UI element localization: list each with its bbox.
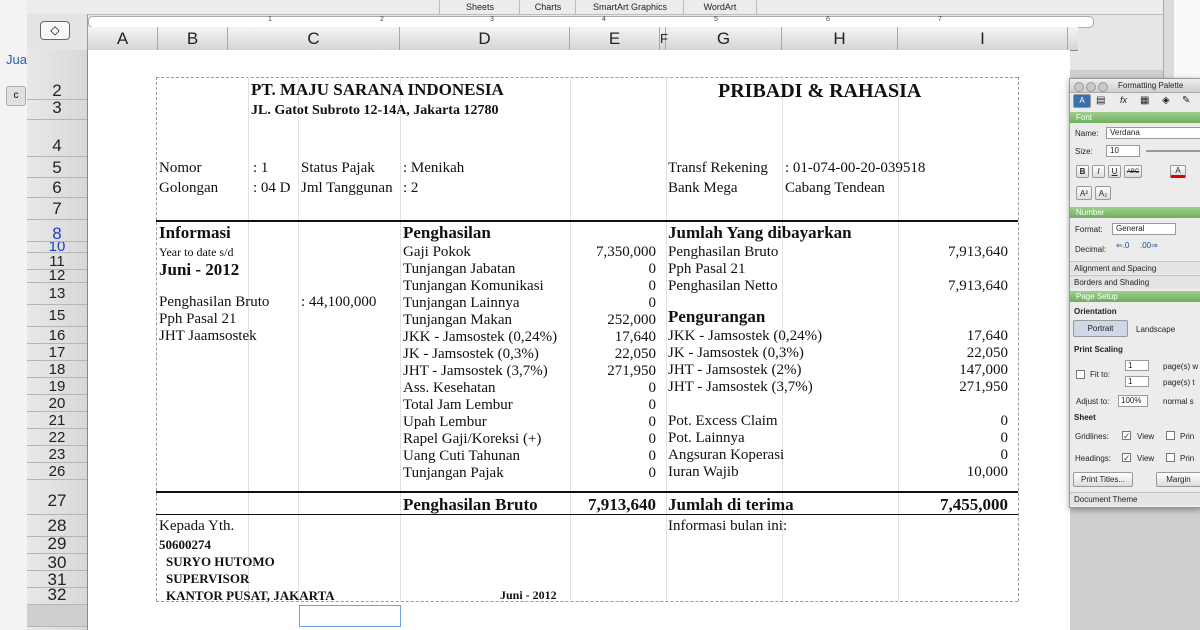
- employee-name: SURYO HUTOMO: [166, 554, 275, 569]
- status-label: Status Pajak: [301, 160, 375, 176]
- other-deduction-item-label: Angsuran Koperasi: [668, 447, 785, 463]
- other-deduction-item-label: Pot. Excess Claim: [668, 413, 778, 429]
- row-header[interactable]: 15: [27, 305, 87, 327]
- bank-value: Cabang Tendean: [785, 180, 885, 196]
- compatibility-icon[interactable]: ✎: [1182, 95, 1191, 106]
- income-item-value: 17,640: [614, 329, 656, 345]
- total-received-label: Jumlah di terima: [668, 495, 794, 514]
- formatting-palette: [1069, 78, 1200, 508]
- sheet-label: Sheet: [1074, 413, 1096, 422]
- ruler-number: 2: [380, 16, 384, 23]
- row-header[interactable]: 20: [27, 395, 87, 412]
- column-header-e[interactable]: E: [570, 27, 660, 50]
- golongan-value: : 04 D: [253, 180, 291, 196]
- other-deduction-item-value: 0: [1000, 413, 1008, 429]
- paid-item-value: 7,913,640: [948, 278, 1008, 294]
- font-size-slider[interactable]: [1146, 150, 1200, 152]
- row-header[interactable]: [27, 605, 87, 627]
- tanggungan-value: : 2: [403, 180, 419, 196]
- row-header[interactable]: 16: [27, 327, 87, 344]
- minimize-icon[interactable]: [1086, 82, 1096, 92]
- increase-decimal-icon[interactable]: ⇐.0: [1116, 241, 1130, 250]
- row-header[interactable]: 6: [27, 178, 87, 198]
- ruler-number: 7: [938, 16, 942, 23]
- other-deduction-item-value: 0: [1000, 430, 1008, 446]
- palette-titlebar[interactable]: [1070, 79, 1200, 93]
- borders-section[interactable]: Borders and Shading: [1070, 275, 1200, 288]
- employee-title: SUPERVISOR: [166, 571, 250, 586]
- document-theme-section[interactable]: Document Theme: [1070, 492, 1200, 505]
- number-section-header[interactable]: Number: [1070, 207, 1200, 218]
- income-item-label: Tunjangan Makan: [403, 312, 513, 328]
- section-divider: [156, 491, 1018, 493]
- income-item-value: 0: [648, 465, 656, 481]
- tab-wordart[interactable]: WordArt: [683, 0, 757, 14]
- row-header[interactable]: 26: [27, 463, 87, 480]
- tab-sheets[interactable]: Sheets: [439, 0, 520, 14]
- font-section-header[interactable]: Font: [1070, 112, 1200, 123]
- other-deduction-item-label: Iuran Wajib: [668, 464, 739, 480]
- other-deduction-item-value: 0: [1000, 447, 1008, 463]
- transf-value: : 01-074-00-20-039518: [785, 160, 926, 176]
- alignment-section[interactable]: Alignment and Spacing: [1070, 261, 1200, 274]
- employee-id: 50600274: [159, 537, 211, 552]
- golongan-label: Golongan: [159, 180, 219, 196]
- row-headers: [27, 50, 88, 630]
- row-header[interactable]: 12: [27, 270, 87, 283]
- scrapbook-icon[interactable]: ▦: [1140, 95, 1150, 106]
- income-item-label: Total Jam Lembur: [403, 397, 513, 413]
- margins-button[interactable]: Margin: [1156, 472, 1200, 487]
- scaling-label: Print Scaling: [1074, 345, 1123, 354]
- row-header[interactable]: 8: [27, 220, 87, 242]
- column-header-d[interactable]: D: [400, 27, 570, 50]
- income-item-label: JKK - Jamsostek (0,24%): [403, 329, 558, 345]
- font-name-label: Name:: [1075, 129, 1099, 138]
- close-icon[interactable]: [1074, 82, 1084, 92]
- headings-view-checkbox[interactable]: ✓: [1123, 453, 1131, 463]
- income-item-label: Tunjangan Komunikasi: [403, 278, 544, 294]
- row-header[interactable]: 19: [27, 378, 87, 395]
- row-header[interactable]: 18: [27, 361, 87, 378]
- income-item-value: 0: [648, 414, 656, 430]
- income-item-value: 271,950: [607, 363, 656, 379]
- select-all-corner[interactable]: [27, 14, 88, 51]
- adjust-field[interactable]: 100%: [1118, 395, 1148, 407]
- portrait-button[interactable]: Portrait: [1073, 320, 1128, 337]
- total-bruto-label: Penghasilan Bruto: [403, 495, 538, 514]
- confidential-label: PRIBADI & RAHASIA: [718, 80, 922, 102]
- paid-item-label: Penghasilan Bruto: [668, 244, 779, 260]
- income-item-label: Upah Lembur: [403, 414, 487, 430]
- total-received-value: 7,455,000: [940, 495, 1008, 514]
- jumlah-heading: Jumlah Yang dibayarkan: [668, 223, 852, 242]
- ruler-number: 6: [826, 16, 830, 23]
- deduction-heading: Pengurangan: [668, 307, 766, 326]
- info-heading: Informasi: [159, 223, 231, 242]
- row-header[interactable]: 5: [27, 157, 87, 178]
- page-setup-section-header[interactable]: Page Setup: [1070, 291, 1200, 302]
- income-item-label: Ass. Kesehatan: [403, 380, 496, 396]
- income-item-label: Tunjangan Lainnya: [403, 295, 520, 311]
- decimal-label: Decimal:: [1075, 245, 1107, 254]
- font-color-button[interactable]: A: [1170, 165, 1186, 178]
- row-header[interactable]: 11: [27, 253, 87, 270]
- info-bulan-label: Informasi bulan ini:: [668, 518, 788, 534]
- deduction-item-value: 17,640: [966, 328, 1008, 344]
- company-name: PT. MAJU SARANA INDONESIA: [251, 80, 504, 99]
- pages-wide-label: page(s) w: [1163, 362, 1199, 371]
- column-header-f[interactable]: F: [660, 27, 666, 50]
- row-header[interactable]: 32: [27, 588, 87, 605]
- row-header[interactable]: 29: [27, 537, 87, 554]
- deduction-item-label: JHT - Jamsostek (3,7%): [668, 379, 813, 395]
- gridlines-view-label: View: [1137, 432, 1155, 441]
- column-header-h[interactable]: H: [782, 27, 898, 50]
- page-border: [156, 77, 1018, 78]
- deduction-item-label: JKK - Jamsostek (0,24%): [668, 328, 823, 344]
- ruler-number: 4: [602, 16, 606, 23]
- other-deduction-item-value: 10,000: [966, 464, 1008, 480]
- bruto-label: Penghasilan Bruto: [159, 294, 270, 310]
- landscape-button[interactable]: Landscape: [1136, 325, 1176, 334]
- page-border: [156, 77, 157, 601]
- zoom-icon[interactable]: [1098, 82, 1108, 92]
- gridlines-view-checkbox[interactable]: ✓: [1123, 431, 1131, 441]
- income-item-label: Gaji Pokok: [403, 244, 471, 260]
- income-item-value: 7,350,000: [596, 244, 656, 260]
- tanggungan-label: Jml Tanggunan: [301, 180, 393, 196]
- paid-item-label: Pph Pasal 21: [668, 261, 746, 277]
- income-item-label: JHT - Jamsostek (3,7%): [403, 363, 548, 379]
- penghasilan-heading: Penghasilan: [403, 223, 491, 242]
- formatting-icon[interactable]: A: [1073, 94, 1091, 108]
- income-item-value: 22,050: [614, 346, 656, 362]
- transf-label: Transf Rekening: [668, 160, 768, 176]
- deduction-item-value: 22,050: [966, 345, 1008, 361]
- paid-item-value: 7,913,640: [948, 244, 1008, 260]
- left-window-strip: [0, 0, 28, 630]
- format-label: Format:: [1075, 225, 1103, 234]
- print-titles-button[interactable]: Print Titles...: [1073, 472, 1133, 487]
- income-item-value: 0: [648, 431, 656, 447]
- income-item-value: 0: [648, 295, 656, 311]
- worksheet-grid[interactable]: [88, 50, 1070, 630]
- strikethrough-button[interactable]: ABC: [1124, 165, 1142, 178]
- income-item-value: 0: [648, 380, 656, 396]
- subscript-button[interactable]: A₂: [1095, 186, 1111, 200]
- row-header[interactable]: 27: [27, 480, 87, 515]
- column-headers: [88, 27, 1078, 51]
- jht-label: JHT Jaamsostek: [159, 328, 257, 344]
- reference-icon[interactable]: ◈: [1162, 95, 1170, 106]
- section-divider: [156, 220, 1018, 222]
- bank-label: Bank Mega: [668, 180, 738, 196]
- row-header[interactable]: 13: [27, 283, 87, 305]
- partial-text: Jua: [6, 52, 27, 67]
- row-header[interactable]: 3: [27, 100, 87, 120]
- column-header-g[interactable]: G: [666, 27, 782, 50]
- selected-cell[interactable]: [299, 605, 401, 627]
- normal-size-label: normal s: [1163, 397, 1194, 406]
- row-header[interactable]: 31: [27, 571, 87, 588]
- ruler-number: 1: [268, 16, 272, 23]
- tab-smartart[interactable]: SmartArt Graphics: [575, 0, 684, 14]
- ytd-label: Year to date s/d: [159, 245, 234, 259]
- gridlines-print-checkbox[interactable]: [1166, 431, 1175, 440]
- fit-width-field[interactable]: 1: [1125, 360, 1149, 371]
- income-item-value: 0: [648, 448, 656, 464]
- orientation-label: Orientation: [1074, 307, 1117, 316]
- row-header[interactable]: 7: [27, 198, 87, 220]
- pages-tall-label: page(s) t: [1163, 378, 1195, 387]
- italic-button[interactable]: I: [1092, 165, 1105, 178]
- total-bruto-value: 7,913,640: [588, 495, 656, 514]
- deduction-item-label: JK - Jamsostek (0,3%): [668, 345, 804, 361]
- page-border: [1018, 77, 1019, 601]
- employee-office: KANTOR PUSAT, JAKARTA: [166, 588, 335, 603]
- partial-button[interactable]: c: [6, 86, 26, 106]
- ribbon-tab-bar: [27, 0, 1163, 15]
- headings-view-label: View: [1137, 454, 1155, 463]
- income-item-label: Tunjangan Jabatan: [403, 261, 516, 277]
- headings-print-checkbox[interactable]: [1166, 453, 1175, 462]
- ruler-number: 3: [490, 16, 494, 23]
- gridlines-print-label: Prin: [1180, 432, 1195, 441]
- formula-icon[interactable]: fx: [1120, 95, 1128, 105]
- pph-label: Pph Pasal 21: [159, 311, 237, 327]
- nomor-label: Nomor: [159, 160, 202, 176]
- deduction-item-label: JHT - Jamsostek (2%): [668, 362, 802, 378]
- font-size-label: Size:: [1075, 147, 1093, 156]
- gridlines-label: Gridlines:: [1075, 432, 1109, 441]
- fit-to-label: Fit to:: [1090, 370, 1111, 379]
- income-item-label: Uang Cuti Tahunan: [403, 448, 520, 464]
- nomor-value: : 1: [253, 160, 269, 176]
- deduction-item-value: 147,000: [959, 362, 1008, 378]
- paid-item-label: Penghasilan Netto: [668, 278, 778, 294]
- column-header-c[interactable]: C: [228, 27, 400, 50]
- status-value: : Menikah: [403, 160, 465, 176]
- footer-period: Juni - 2012: [500, 588, 557, 602]
- column-header-b[interactable]: B: [158, 27, 228, 50]
- row-header[interactable]: 10: [27, 242, 87, 253]
- adjust-label: Adjust to:: [1076, 397, 1110, 406]
- format-select[interactable]: General: [1112, 223, 1176, 235]
- bruto-value: : 44,100,000: [301, 294, 377, 310]
- fit-to-checkbox[interactable]: [1076, 370, 1085, 379]
- row-header[interactable]: 22: [27, 429, 87, 446]
- income-item-label: Rapel Gaji/Koreksi (+): [403, 431, 542, 447]
- income-item-label: Tunjangan Pajak: [403, 465, 504, 481]
- section-divider: [156, 514, 1018, 515]
- column-header-a[interactable]: A: [88, 27, 158, 50]
- other-deduction-item-label: Pot. Lainnya: [668, 430, 745, 446]
- ruler-number: 5: [714, 16, 718, 23]
- underline-button[interactable]: U: [1108, 165, 1121, 178]
- income-item-value: 0: [648, 278, 656, 294]
- row-header[interactable]: 23: [27, 446, 87, 463]
- diamond-icon: ◇: [40, 21, 70, 40]
- font-name-field[interactable]: Verdana: [1106, 127, 1200, 139]
- superscript-button[interactable]: A²: [1076, 186, 1092, 200]
- palette-title: Formatting Palette: [1118, 81, 1184, 90]
- window-edge: [1173, 0, 1200, 80]
- fit-height-field[interactable]: 1: [1125, 376, 1149, 387]
- row-header[interactable]: 21: [27, 412, 87, 429]
- company-address: JL. Gatot Subroto 12-14A, Jakarta 12780: [251, 103, 499, 118]
- column-header-i[interactable]: I: [898, 27, 1068, 50]
- object-icon[interactable]: ▤: [1096, 95, 1106, 106]
- income-item-value: 0: [648, 397, 656, 413]
- decrease-decimal-icon[interactable]: .00⇒: [1140, 241, 1158, 250]
- kepada-label: Kepada Yth.: [159, 518, 235, 534]
- row-header[interactable]: 17: [27, 344, 87, 361]
- income-item-label: JK - Jamsostek (0,3%): [403, 346, 539, 362]
- headings-label: Headings:: [1075, 454, 1112, 463]
- tab-charts[interactable]: Charts: [519, 0, 576, 14]
- row-header[interactable]: 30: [27, 554, 87, 571]
- bold-button[interactable]: B: [1076, 165, 1089, 178]
- period-label: Juni - 2012: [159, 260, 240, 279]
- vertical-scrollbar[interactable]: [1163, 0, 1174, 90]
- income-item-value: 0: [648, 261, 656, 277]
- row-header[interactable]: 28: [27, 515, 87, 537]
- headings-print-label: Prin: [1180, 454, 1195, 463]
- row-header[interactable]: 2: [27, 78, 87, 100]
- row-header[interactable]: 4: [27, 120, 87, 157]
- font-size-field[interactable]: 10: [1106, 145, 1140, 157]
- deduction-item-value: 271,950: [959, 379, 1008, 395]
- income-item-value: 252,000: [607, 312, 656, 328]
